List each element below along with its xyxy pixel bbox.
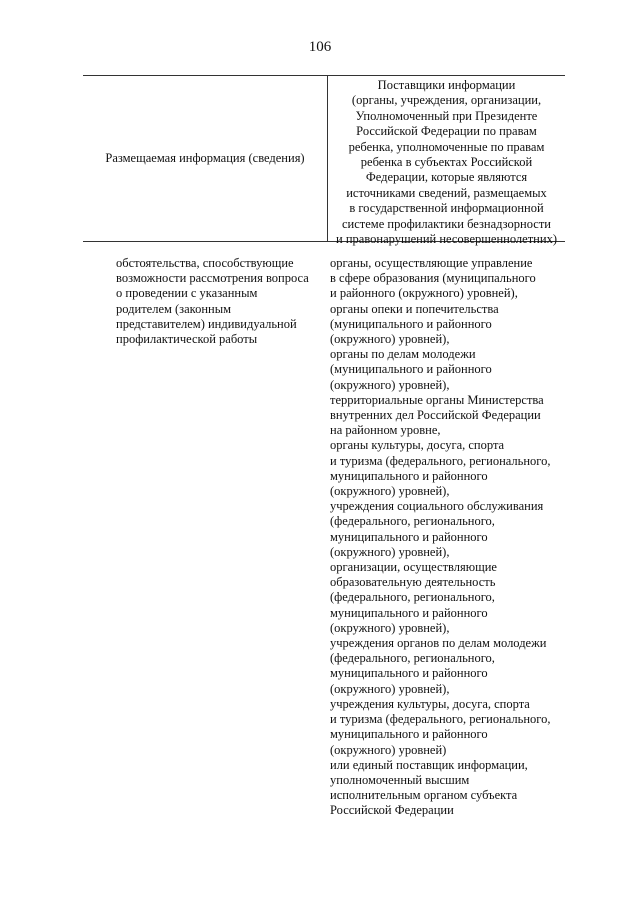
text-line: Уполномоченный при Президенте [355,108,538,123]
text-line: родителем (законным [116,301,232,316]
text-line: (муниципального и районного [330,316,492,331]
text-line: в сфере образования (муниципального [330,271,536,286]
text-line: обстоятельства, способствующие [116,256,294,270]
text-line: органы опеки и попечительства [330,301,499,316]
text-line: о проведении с указанным [116,286,258,301]
header-col-information-label: Размещаемая информация (сведения) [105,151,305,165]
text-line: или единый поставщик информации, [330,757,528,772]
text-line: (муниципального и районного [330,362,492,377]
row-col-information [116,256,316,347]
text-line: внутренних дел Российской Федерации [330,408,541,423]
text-line: учреждения органов по делам молодежи [330,636,547,651]
text-line: (федерального, регионального, [330,651,495,666]
text-line: профилактической работы [116,332,258,347]
text-line: исполнительным органом субъекта [330,788,518,803]
text-line: ребенка, уполномоченные по правам [348,139,545,154]
text-line: (окружного) уровней), [330,377,450,392]
text-line: Поставщики информации [377,78,516,92]
text-line: (федерального, регионального, [330,590,495,605]
text-line: образовательную деятельность [330,575,496,590]
text-line: учреждения социального обслуживания [330,499,544,514]
text-line: организации, осуществляющие [330,560,497,575]
text-line: (окружного) уровней), [330,544,450,559]
text-line: и туризма (федерального, регионального, [330,712,551,727]
text-line: представителем) индивидуальной [116,316,297,331]
text-line: (окружного) уровней), [330,484,450,499]
header-col-providers [328,78,565,247]
text-line: (окружного) уровней), [330,620,450,635]
text-line: возможности рассмотрения вопроса [116,271,309,286]
text-line: муниципального и районного [330,529,488,544]
row-col-providers [330,256,570,819]
text-line: органы по делам молодежи [330,347,476,362]
text-line: органы культуры, досуга, спорта [330,438,505,453]
text-line: и правонарушений несовершеннолетних) [336,232,557,247]
text-line: (окружного) уровней), [330,332,450,347]
text-line: в государственной информационной [349,201,544,216]
text-line: системе профилактики безнадзорности [342,216,551,231]
header-col-information [83,76,327,241]
text-line: территориальные органы Министерства [330,392,544,407]
text-line: (федерального, регионального, [330,514,495,529]
text-line: на районном уровне, [330,423,441,438]
text-line: (органы, учреждения, организации, [351,93,542,108]
text-line: и туризма (федерального, регионального, [330,453,551,468]
text-line: и районного (окружного) уровней), [330,286,518,301]
text-line: источниками сведений, размещаемых [346,185,547,200]
text-line: органы, осуществляющие управление [330,256,533,270]
text-line: муниципального и районного [330,727,488,742]
page-number: 106 [308,39,332,55]
text-line: Федерации, которые являются [365,170,528,185]
text-line: муниципального и районного [330,666,488,681]
text-line: (окружного) уровней) [330,742,447,757]
text-line: муниципального и районного [330,468,488,483]
text-line: муниципального и районного [330,605,488,620]
text-line: (окружного) уровней), [330,681,450,696]
table-header [83,75,565,247]
text-line: учреждения культуры, досуга, спорта [330,696,530,711]
text-line: Российской Федерации [330,803,454,818]
text-line: ребенка в субъектах Российской [360,155,533,170]
text-line: Российской Федерации по правам [356,124,537,139]
text-line: уполномоченный высшим [330,772,470,787]
